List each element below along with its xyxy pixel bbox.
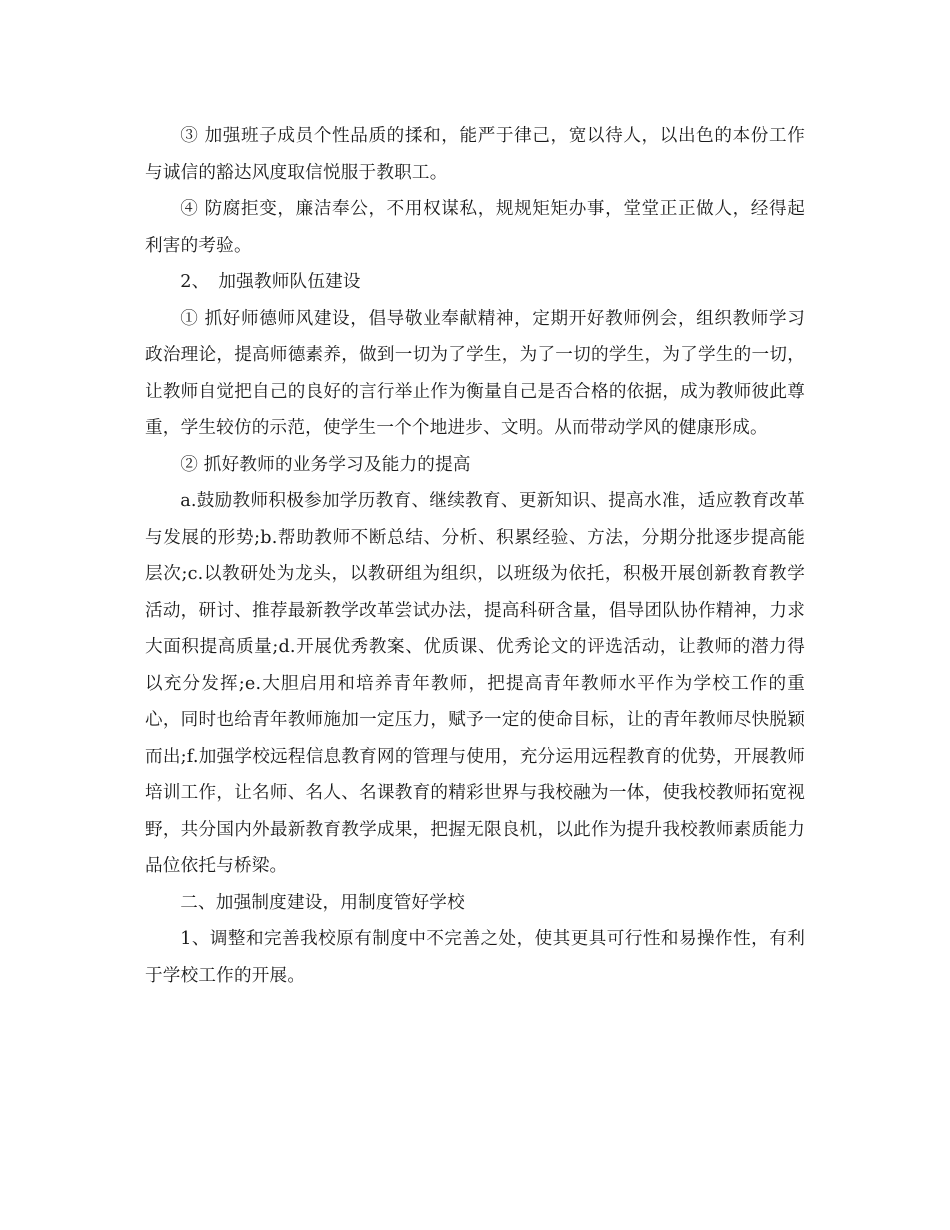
paragraph-teacher-ethics: ① 抓好师德师风建设，倡导敬业奉献精神，定期开好教师例会，组织教师学习政治理论，提高师德素养，做到一切为了学生，为了一切的学生，为了学生的一切，让教师自觉把自己的良好的言行举止作为衡量自己是否合格的依据，成为教师彼此尊重，学生较仿的示范，使学生一个个地进步、文明。从而带动学风的健康形成。 (145, 308, 805, 438)
section-heading-system-building: 二、加强制度建设，用制度管好学校 (180, 892, 465, 913)
paragraph-anti-corruption: ④ 防腐拒变，廉洁奉公，不用权谋私，规规矩矩办事，堂堂正正做人，经得起利害的考验。 (145, 199, 805, 256)
document-body (145, 118, 805, 994)
paragraph-team-character: ③ 加强班子成员个性品质的揉和，能严于律己，宽以待人，以出色的本份工作与诚信的豁达风度取信悦服于教职工。 (145, 126, 805, 183)
paragraph-system-adjustment: 1、调整和完善我校原有制度中不完善之处，使其更具可行性和易操作性，有利于学校工作的开展。 (145, 929, 805, 986)
paragraph-professional-measures: a.鼓励教师积极参加学历教育、继续教育、更新知识、提高水准，适应教育改革与发展的形势;b.帮助教师不断总结、分析、积累经验、方法，分期分批逐步提高能层次;c.以教研处为龙头，以教研组为组织，以班级为依托，积极开展创新教育教学活动，研讨、推荐最新教学改革尝试办法，提高科研含量，倡导团队协作精神，力求大面积提高质量;d.开展优秀教案、优质课、优秀论文的评选活动，让教师的潜力得以充分发挥;e.大胆启用和培养青年教师，把提高青年教师水平作为学校工作的重心，同时也给青年教师施加一定压力，赋予一定的使命目标，让的青年教师尽快脱颖而出;f.加强学校远程信息教育网的管理与使用，充分运用远程教育的优势，开展教师培训工作，让名师、名人、名课教育的精彩世界与我校融为一体，使我校教师拓宽视野，共分国内外最新教育教学成果，把握无限良机，以此作为提升我校教师素质能力品位依托与桥梁。 (145, 491, 805, 876)
subheading-professional-study: ② 抓好教师的业务学习及能力的提高 (180, 454, 471, 475)
section-heading-teacher-team: 2、 加强教师队伍建设 (180, 272, 361, 292)
